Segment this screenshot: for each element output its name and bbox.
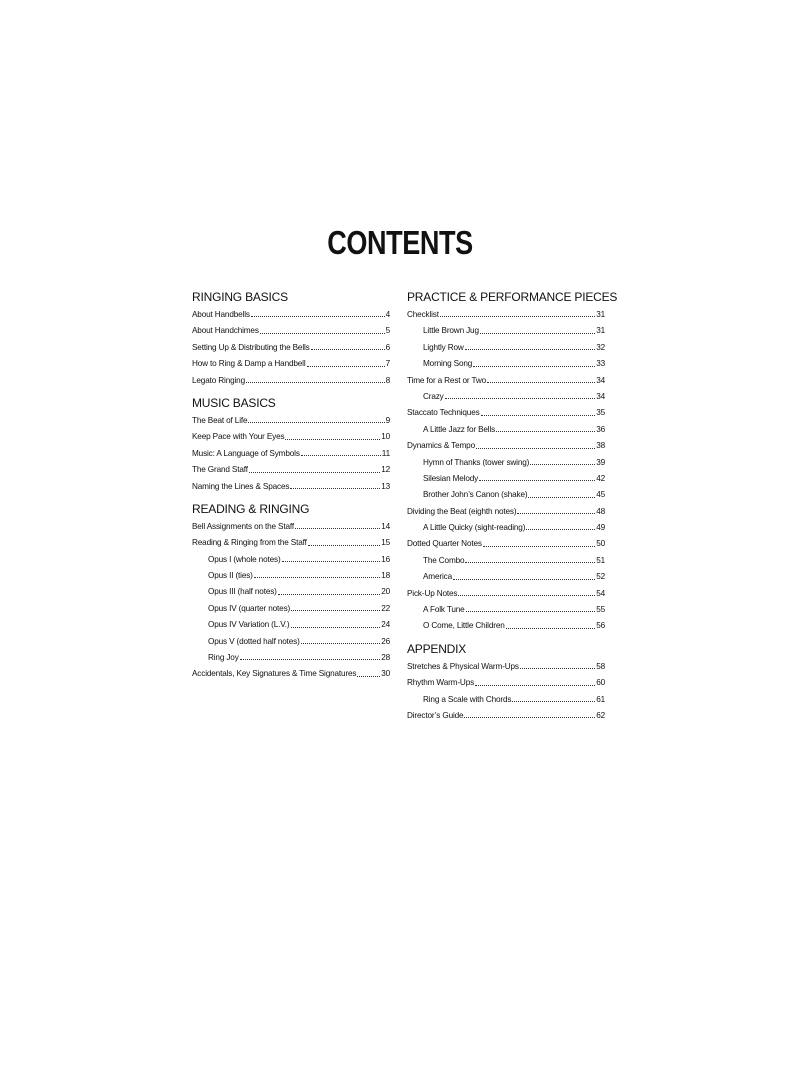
toc-entry [192,446,390,462]
toc-entry-title: Legato Ringing [192,375,245,385]
toc-entry-title: Opus V (dotted half notes) [208,636,300,646]
toc-entry-title: Crazy [423,391,444,401]
dot-leader [530,463,595,465]
dot-leader [520,667,595,669]
toc-section-reading-ringing [192,502,390,683]
dot-leader [249,471,380,473]
toc-entry-title: Accidentals, Key Signatures & Time Signatures [192,669,357,679]
toc-entry-title: About Handchimes [192,326,259,336]
toc-entry [192,601,390,617]
toc-page-number: 34 [596,391,605,401]
toc-section-practice-performance-pieces [407,290,618,635]
dot-leader [311,348,385,350]
toc-entry [407,602,605,618]
toc-entry-title: Opus IV Variation (L.V.) [208,620,290,630]
toc-entry-title: Dynamics & Tempo [407,441,475,451]
dot-leader [278,593,380,595]
toc-page-number: 18 [381,571,390,581]
toc-entry-title: Dotted Quarter Notes [407,539,482,549]
toc-entry-title: The Grand Staff [192,465,248,475]
toc-page-number: 12 [381,465,390,475]
toc-entry-title: Time for a Rest or Two [407,375,487,385]
dot-leader [291,609,380,611]
dot-leader [479,479,595,481]
toc-entry [407,692,605,708]
toc-page-number: 39 [596,457,605,467]
toc-page-number: 60 [596,678,605,688]
toc-entry-title: Ring a Scale with Chords [423,694,512,704]
toc-entry-title: Dividing the Beat (eighth notes) [407,506,517,516]
page-title: CONTENTS [327,224,473,261]
toc-entry [407,520,605,536]
toc-page-number: 6 [385,342,390,352]
toc-entry-title: How to Ring & Damp a Handbell [192,359,306,369]
toc-entry [192,356,390,372]
dot-leader [357,675,380,677]
dot-leader [251,315,385,317]
dot-leader [290,487,380,489]
dot-leader [526,528,595,530]
toc-page-number: 54 [596,588,605,598]
toc-entry [407,586,605,602]
dot-leader [481,414,596,416]
dot-leader [465,561,595,563]
toc-entry [192,462,390,478]
toc-entry [192,535,390,551]
toc-page-number: 50 [596,539,605,549]
dot-leader [260,332,385,334]
dot-leader [528,496,595,498]
toc-page-number: 34 [596,375,605,385]
toc-entry-title: About Handbells [192,310,250,319]
dot-leader [285,438,380,440]
toc-entry [407,373,605,389]
toc-entry [192,552,390,568]
section-heading: PRACTICE & PERFORMANCE PIECES [407,290,618,304]
toc-page-number: 51 [596,555,605,565]
dot-leader [308,544,380,546]
dot-leader [458,594,595,596]
toc-entry [407,455,605,471]
toc-entry [407,340,605,356]
toc-section-appendix [407,642,605,725]
toc-entry [192,340,390,356]
toc-entry [407,405,605,421]
toc-entry [407,569,605,585]
toc-entry-title: Hymn of Thanks (tower swing) [423,457,530,467]
toc-entry [407,536,605,552]
toc-page-number: 9 [385,415,390,425]
toc-page-number: 35 [596,408,605,418]
dot-leader [476,447,595,449]
toc-entry-title: Opus IV (quarter notes) [208,603,291,613]
toc-page-number: 8 [385,375,390,385]
toc-entry-title: The Combo [423,555,465,565]
toc-page-number: 52 [596,572,605,582]
toc-entry-title: Bell Assignments on the Staff [192,521,294,531]
toc-entry [192,373,390,389]
dot-leader [440,315,595,317]
toc-entry-title: Reading & Ringing from the Staff [192,538,307,548]
section-heading: MUSIC BASICS [192,395,276,410]
dot-leader [480,332,595,334]
toc-section-music-basics [192,396,390,495]
toc-entry-title: Brother John’s Canon (shake) [423,490,528,500]
toc-page-number: 11 [381,448,390,458]
dot-leader [475,684,595,686]
toc-page-number: 31 [596,310,605,319]
toc-page-number: 58 [596,661,605,671]
toc-section-ringing-basics [192,290,390,389]
toc-page-number: 15 [381,538,390,548]
toc-page-number: 13 [381,481,390,491]
toc-entry [192,323,390,339]
toc-page-number: 22 [381,603,390,613]
toc-entry [192,584,390,600]
toc-entry-title: Pick-Up Notes [407,588,458,598]
dot-leader [487,381,595,383]
toc-page-number: 7 [385,359,390,369]
toc-page-number: 5 [385,326,390,336]
toc-page-number: 20 [381,587,390,597]
toc-entry-title: Opus I (whole notes) [208,554,281,564]
toc-entry-title: Keep Pace with Your Eyes [192,432,285,442]
toc-page-number: 32 [596,342,605,352]
toc-entry [192,413,390,429]
toc-page-number: 24 [381,620,390,630]
toc-right-column [407,290,618,731]
dot-leader [291,626,381,628]
dot-leader [301,642,381,644]
dot-leader [465,348,596,350]
toc-page-number: 28 [381,653,390,663]
dot-leader [453,578,595,580]
toc-entry-title: Rhythm Warm-Ups [407,678,475,688]
dot-leader [301,454,381,456]
toc-entry [407,504,605,520]
toc-page-number: 48 [596,506,605,516]
toc-entry-title: Setting Up & Distributing the Bells [192,342,310,352]
toc-entry-title: America [423,572,452,582]
dot-leader [254,576,380,578]
toc-page-number: 4 [385,310,390,319]
toc-entry [192,617,390,633]
toc-entry-title: Opus II (ties) [208,571,253,581]
toc-entry-title: Director’s Guide [407,710,464,720]
toc-page-number: 55 [596,605,605,615]
dot-leader [248,421,384,423]
toc-page-number: 42 [596,473,605,483]
dot-leader [445,397,596,399]
dot-leader [483,545,595,547]
toc-entry-title: Checklist [407,310,439,319]
dot-leader [246,381,385,383]
toc-entry [192,568,390,584]
dot-leader [506,627,596,629]
toc-entry [407,471,605,487]
dot-leader [240,658,381,660]
toc-entry [192,307,390,323]
toc-page-number: 38 [596,441,605,451]
toc-entry-title: A Little Quicky (sight-reading) [423,523,526,533]
toc-entry [192,429,390,445]
toc-entry-title: The Beat of Life [192,415,248,425]
toc-entry-title: Stretches & Physical Warm-Ups [407,661,519,671]
toc-entry-title: Opus III (half notes) [208,587,277,597]
toc-entry [192,666,390,682]
toc-entry [407,618,605,634]
toc-page-number: 36 [596,424,605,434]
toc-entry [407,389,605,405]
toc-page-number: 62 [596,710,605,720]
dot-leader [512,700,595,702]
toc-page-number: 45 [596,490,605,500]
dot-leader [282,560,381,562]
toc-entry-title: Lightly Row [423,342,464,352]
toc-entry [407,422,605,438]
toc-page-number: 33 [596,359,605,369]
section-heading: READING & RINGING [192,501,310,516]
toc-entry [407,708,605,724]
toc-entry [407,323,605,339]
toc-entry [407,356,605,372]
toc-entry [192,634,390,650]
toc-entry-title: Morning Song [423,359,473,369]
toc-entry-title: A Folk Tune [423,605,465,615]
toc-page-number: 16 [381,554,390,564]
toc-entry [192,650,390,666]
toc-entry-title: O Come, Little Children [423,621,505,631]
toc-entry-title: A Little Jazz for Bells [423,424,496,434]
toc-page-number: 61 [596,694,605,704]
toc-page-number: 30 [381,669,390,679]
dot-leader [295,527,380,529]
toc-page-number: 49 [596,523,605,533]
toc-left-column [192,290,390,690]
dot-leader [307,365,385,367]
toc-page-number: 14 [381,521,390,531]
toc-entry [407,487,605,503]
section-heading: APPENDIX [407,641,467,656]
toc-entry-title: Ring Joy [208,653,239,663]
toc-entry [407,307,605,323]
toc-page-number: 26 [381,636,390,646]
toc-page-number: 10 [381,432,390,442]
toc-entry [407,659,605,675]
toc-page-number: 31 [596,326,605,336]
dot-leader [517,512,595,514]
dot-leader [496,430,595,432]
section-heading: RINGING BASICS [192,290,288,304]
dot-leader [464,716,595,718]
toc-entry [407,438,605,454]
toc-entry-title: Little Brown Jug [423,326,479,336]
toc-entry-title: Music: A Language of Symbols [192,448,300,458]
toc-entry-title: Silesian Melody [423,473,479,483]
toc-entry [192,479,390,495]
toc-entry [407,553,605,569]
toc-entry [192,519,390,535]
dot-leader [473,365,595,367]
toc-entry-title: Naming the Lines & Spaces [192,481,290,491]
toc-entry-title: Staccato Techniques [407,408,480,418]
toc-page-number: 56 [596,621,605,631]
dot-leader [466,610,596,612]
toc-entry [407,675,605,691]
